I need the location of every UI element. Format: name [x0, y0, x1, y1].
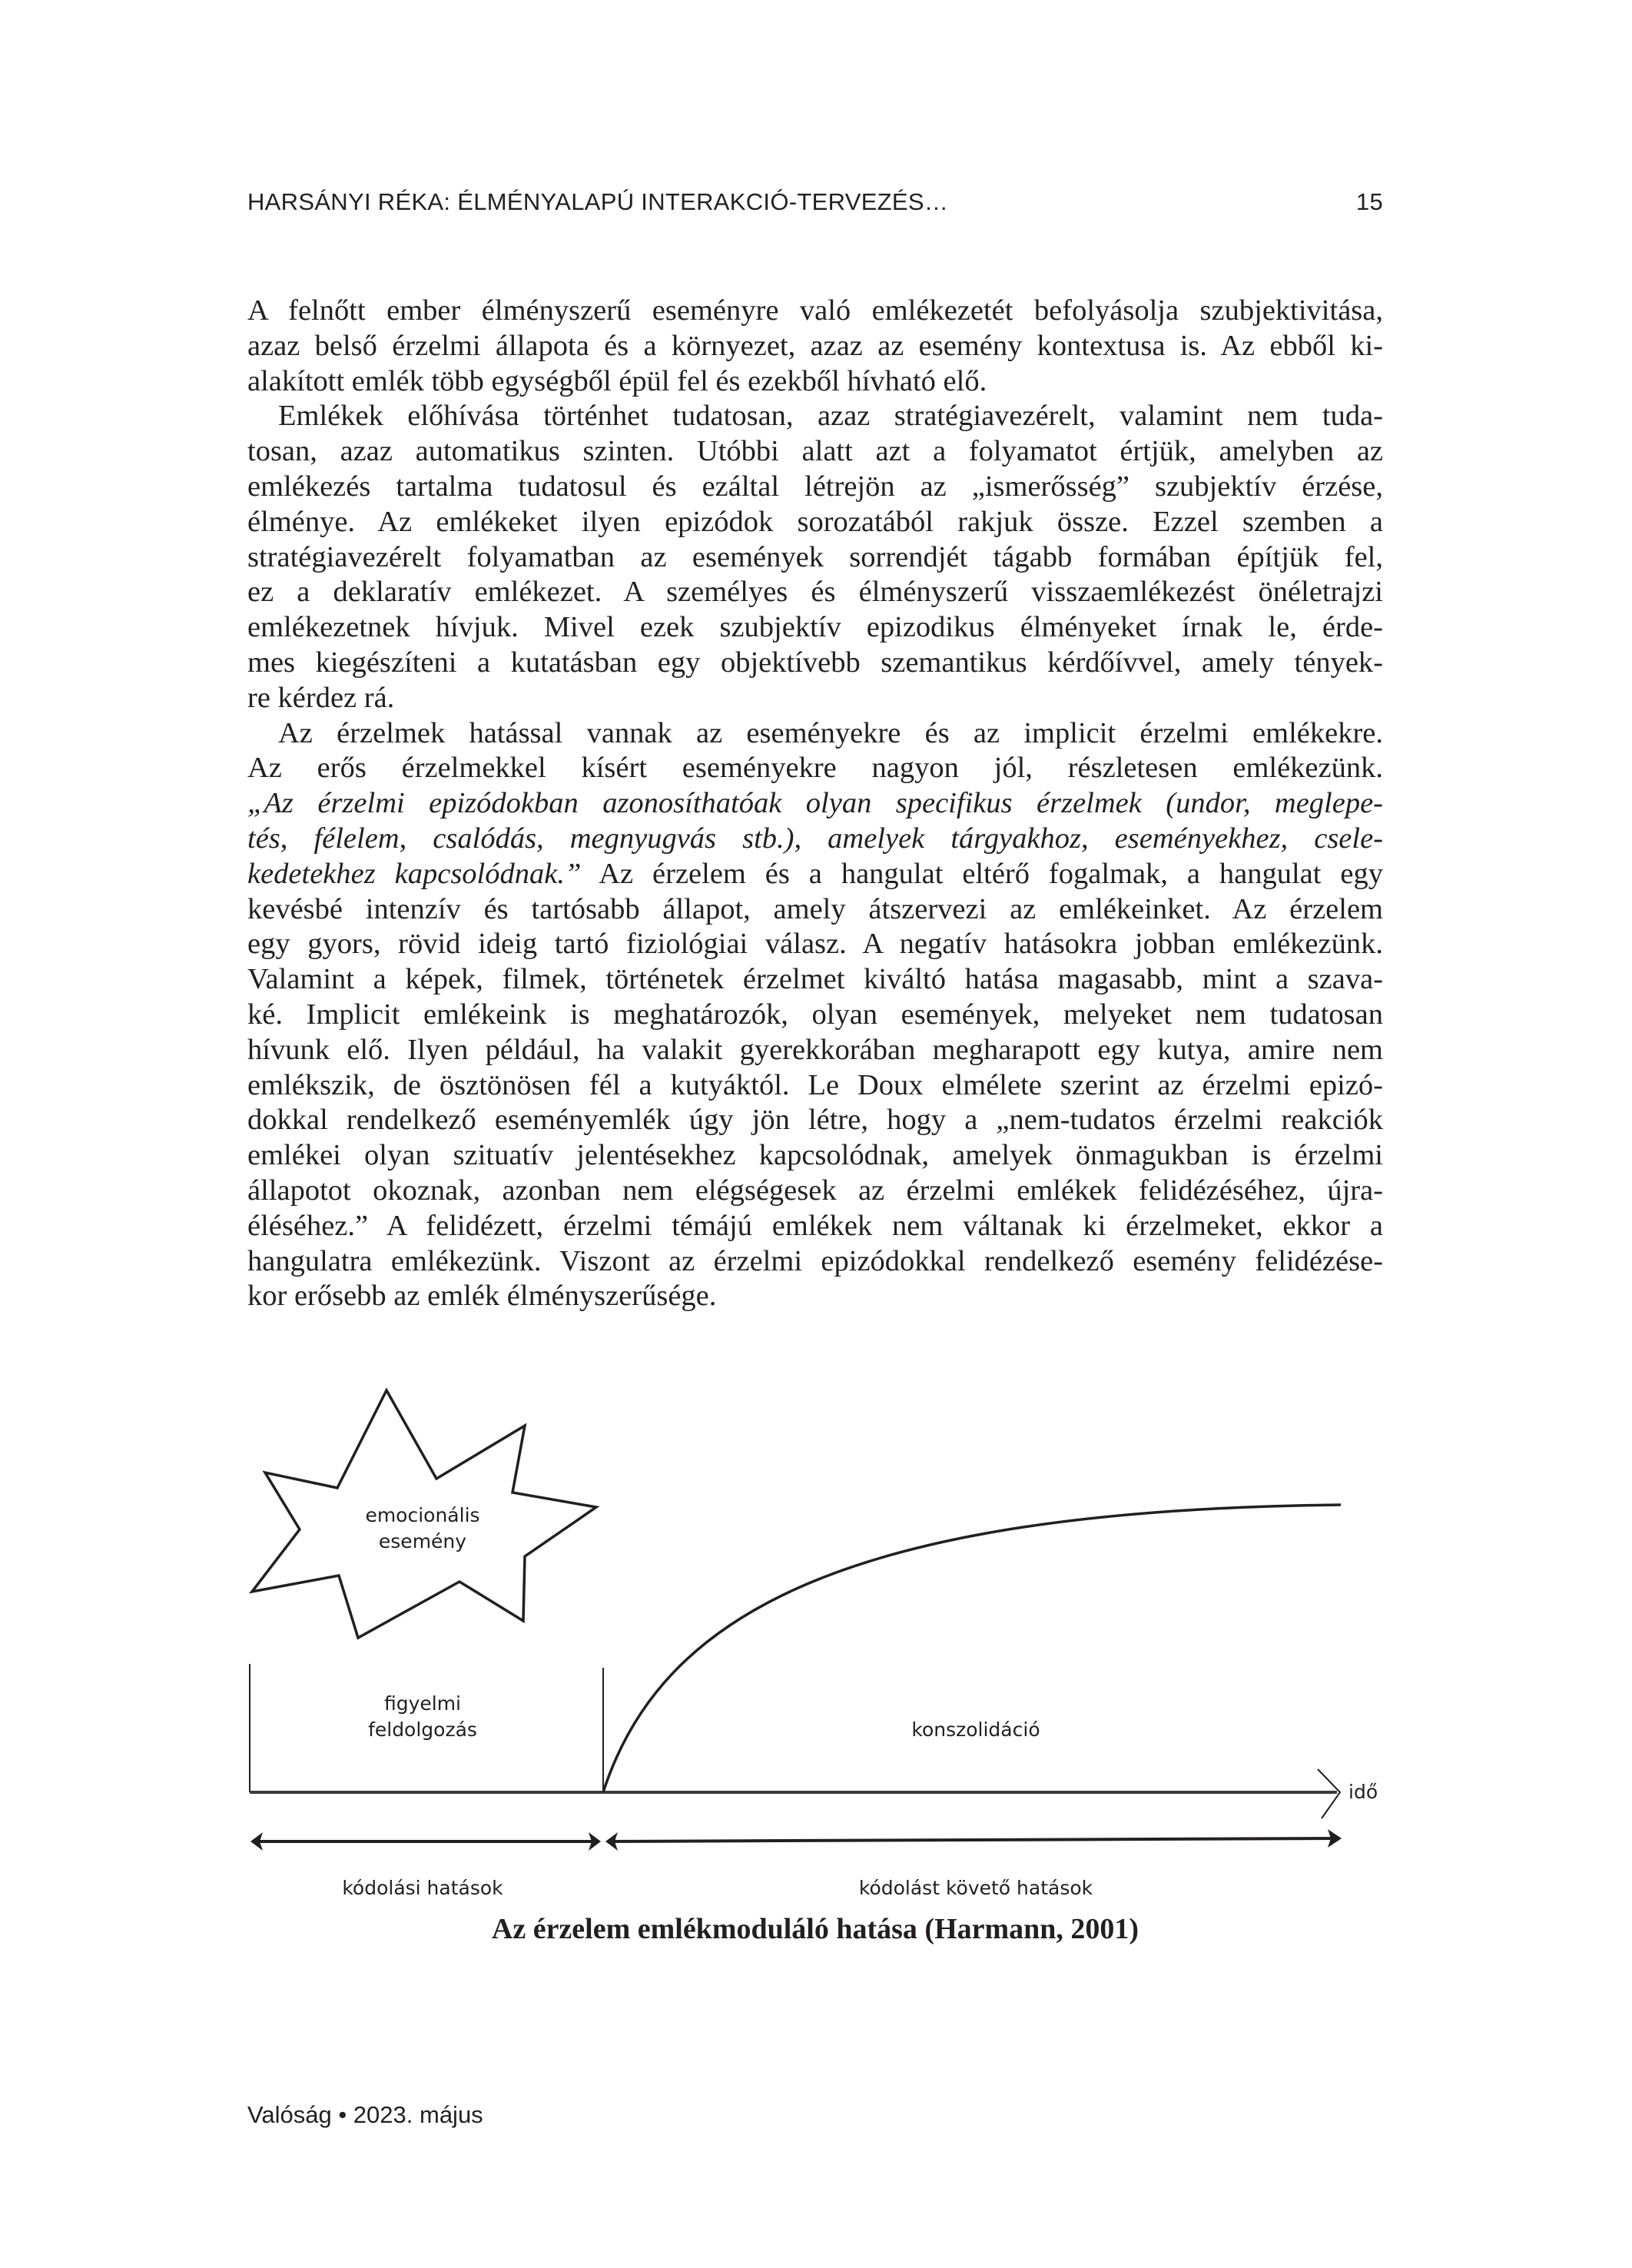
text-line: Az erős érzelmekkel kísért eseményekre nagyon jól, részletesen emlékezünk. [247, 752, 1383, 785]
time-axis-label: idő [1348, 1781, 1378, 1803]
text-line: A felnőtt ember élményszerű eseményre való emlékezetét befolyásolja szubjektivitása, [247, 294, 1383, 327]
star-label-line: emocionális [365, 1504, 480, 1526]
quote-line: tés, félelem, csalódás, megnyugvás stb.), amelyek tárgyakhoz, eseményekhez, csele- [247, 822, 1383, 855]
text-line: ké. Implicit emlékeink is meghatározók, olyan események, melyeket nem tudatosan [247, 998, 1383, 1031]
text-line: egy gyors, rövid ideig tartó fiziológiai válasz. A negatív hatásokra jobban emlékezünk. [247, 928, 1383, 961]
text-line [247, 857, 1383, 892]
text-line: emlékszik, de ösztönösen fél a kutyáktól. Le Doux elmélete szerint az érzelmi epizó- [247, 1068, 1383, 1101]
text-line: stratégiavezérelt folyamatban az események sorrendjét tágabb formában építjük fel, [247, 540, 1383, 573]
text-line: dokkal rendelkező eseményemlék úgy jön létre, hogy a „nem-tudatos érzelmi reakciók [247, 1104, 1383, 1137]
star-label [350, 1503, 496, 1555]
text-line: re kérdez rá. [247, 681, 395, 714]
star-label-line: esemény [378, 1530, 467, 1552]
text-segment: Az érzelem és a hangulat eltérő fogalmak, a hangulat egy [581, 857, 1383, 890]
text-line: kevésbé intenzív és tartósabb állapot, amely átszervezi az emlékeinket. Az érzelem [247, 892, 1383, 925]
text-line: mes kiegészíteni a kutatásban egy objektívebb szemantikus kérdőívvel, amely tények- [247, 646, 1383, 679]
encoding-effects-label: kódolási hatások [342, 1877, 503, 1899]
text-line: hangulatra emlékezünk. Viszont az érzelmi epizódokkal rendelkező esemény felidézése- [247, 1244, 1383, 1277]
text-line: emlékezetnek hívjuk. Mivel ezek szubjektív epizodikus élményeket írnak le, érde- [247, 611, 1383, 644]
text-line: hívunk elő. Ilyen például, ha valakit gyerekkorában megharapott egy kutya, amire nem [247, 1033, 1383, 1066]
text-line: emlékei olyan szituatív jelentésekhez kapcsolódnak, amelyek önmagukban is érzelmi [247, 1139, 1383, 1172]
phase-label-line: figyelmi [383, 1692, 462, 1715]
text-line: tosan, azaz automatikus szinten. Utóbbi alatt azt a folyamatot értjük, amelyben az [247, 435, 1383, 468]
text-line: éléséhez.” A felidézett, érzelmi témájú emlékek nem váltanak ki érzelmeket, ekkor a [247, 1209, 1383, 1242]
text-line: állapotot okoznak, azonban nem elégségesek az érzelmi emlékek felidézéséhez, újra- [247, 1174, 1383, 1207]
page-footer: Valóság • 2023. május [247, 2101, 483, 2128]
text-line: Emlékek előhívása történhet tudatosan, azaz stratégiavezérelt, valamint nem tuda- [278, 400, 1383, 433]
running-title: HARSÁNYI RÉKA: ÉLMÉNYALAPÚ INTERAKCIÓ-TERVEZÉS… [247, 188, 949, 215]
phase-attention-label [330, 1691, 515, 1743]
text-line: alakított emlék több egységből épül fel és ezekből hívható elő. [247, 364, 987, 397]
page-number: 15 [1355, 188, 1383, 215]
body-text [247, 294, 1383, 1314]
text-line: kor erősebb az emlék élményszerűsége. [247, 1280, 717, 1313]
quote-end: kedetekhez kapcsolódnak.” [247, 857, 582, 890]
post-encoding-effects-label: kódolást követő hatások [858, 1877, 1093, 1899]
text-line: ez a deklaratív emlékezet. A személyes és élményszerű visszaemlékezést önéletrajzi [247, 576, 1383, 609]
figure-caption: Az érzelem emlékmoduláló hatása (Harmann, 2001) [491, 1913, 1139, 1945]
text-line: Az érzelmek hatással vannak az eseményekre és az implicit érzelmi emlékekre. [278, 716, 1383, 749]
running-header [247, 188, 1383, 222]
phase-consolidation-label: konszolidáció [911, 1718, 1040, 1741]
diagram-graphics [231, 1368, 1429, 1906]
text-line: élménye. Az emlékeket ilyen epizódok sorozatából rakjuk össze. Ezzel szemben a [247, 505, 1383, 538]
phase-label-line: feldolgozás [368, 1718, 477, 1741]
quote-line: „Az érzelmi epizódokban azonosíthatóak olyan specifikus érzelmek (undor, meglepe- [247, 787, 1383, 820]
emotion-memory-diagram [231, 1368, 1429, 1906]
text-line: emlékezés tartalma tudatosul és ezáltal létrejön az „ismerősség” szubjektív érzése, [247, 470, 1383, 503]
text-line: azaz belső érzelmi állapota és a környezet, azaz az esemény kontextusa is. Az ebből ki- [247, 329, 1383, 362]
text-line: Valamint a képek, filmek, történetek érzelmet kiváltó hatása magasabb, mint a szava- [247, 963, 1383, 996]
